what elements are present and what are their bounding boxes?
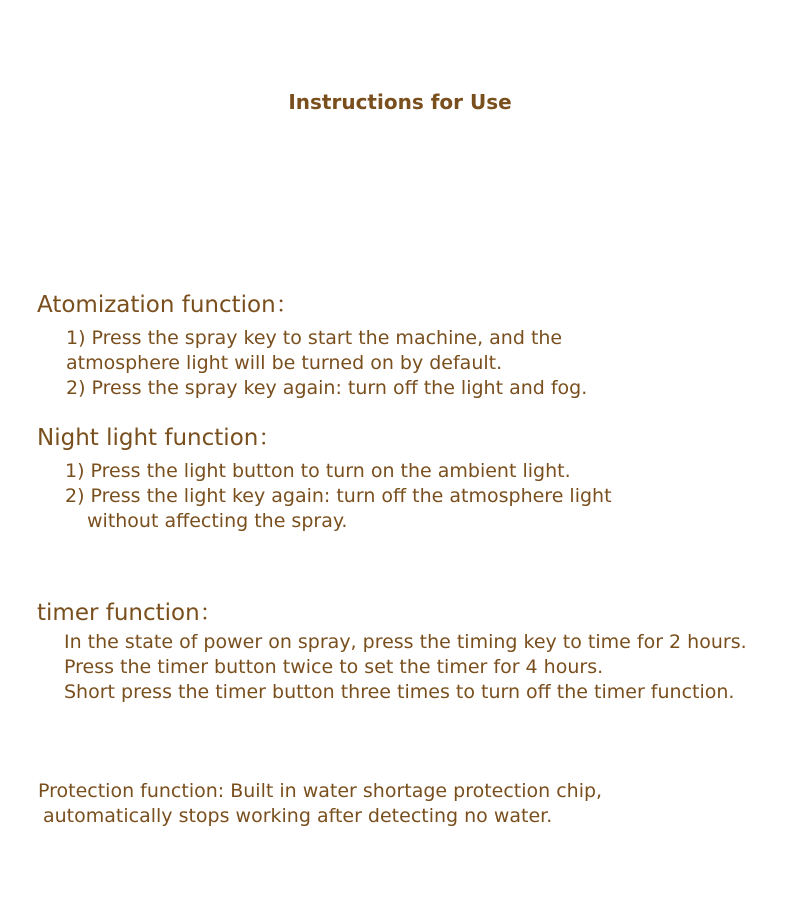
page-title: Instructions for Use [288,90,512,114]
section-heading-atomization: Atomization function： [37,292,299,318]
atomization-line-3: 2) Press the spray key again: turn off the light and fog. [66,377,588,399]
protection-line-1: Protection function: Built in water shortage protection chip, [38,780,603,802]
atomization-line-1: 1) Press the spray key to start the machine, and the [66,327,563,349]
protection-line-2: automatically stops working after detecting no water. [43,805,553,827]
section-heading-night-light: Night light function： [37,425,282,451]
atomization-line-2: atmosphere light will be turned on by default. [66,352,503,374]
timer-line-1: In the state of power on spray, press the timing key to time for 2 hours. [64,631,747,653]
night-light-line-1: 1) Press the light button to turn on the ambient light. [65,460,571,482]
timer-line-2: Press the timer button twice to set the timer for 4 hours. [64,656,604,678]
night-light-line-2: 2) Press the light key again: turn off the atmosphere light [65,485,612,507]
night-light-line-3: without affecting the spray. [87,510,348,532]
timer-line-3: Short press the timer button three times to turn off the timer function. [64,681,735,703]
section-heading-timer: timer function： [37,600,223,626]
